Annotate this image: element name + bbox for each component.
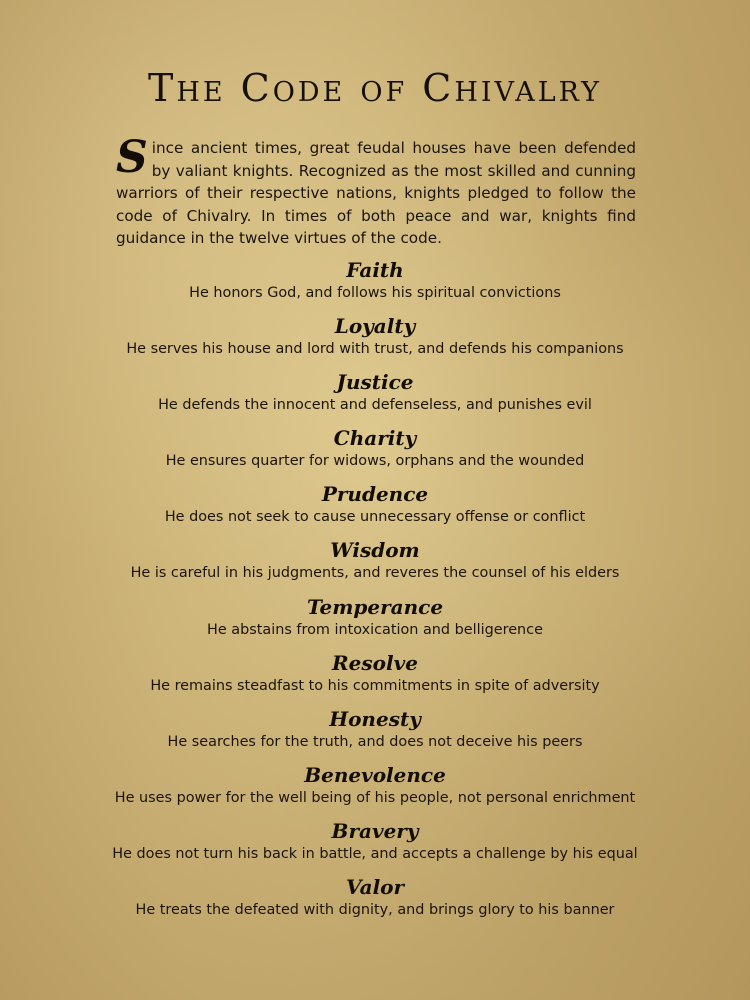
virtue-item-honesty xyxy=(0,705,750,761)
virtue-item-wisdom xyxy=(0,536,750,592)
virtue-name: Temperance xyxy=(306,594,444,619)
virtue-name: Honesty xyxy=(329,706,421,731)
virtue-description: He is careful in his judgments, and reveres the counsel of his elders xyxy=(130,565,620,582)
virtue-description: He searches for the truth, and does not deceive his peers xyxy=(167,733,583,750)
virtue-item-bravery xyxy=(0,817,750,873)
virtue-item-temperance xyxy=(0,593,750,649)
page-title: The Code of Chivalry xyxy=(148,66,602,110)
virtue-description: He abstains from intoxication and belligerence xyxy=(207,621,543,638)
virtue-item-valor xyxy=(0,873,750,929)
virtue-item-justice xyxy=(0,368,750,424)
virtue-description: He does not turn his back in battle, and accepts a challenge by his equal xyxy=(112,845,638,862)
virtue-name: Loyalty xyxy=(334,314,416,339)
virtue-description: He treats the defeated with dignity, and brings glory to his banner xyxy=(135,902,615,919)
virtue-item-resolve xyxy=(0,649,750,705)
virtue-name: Bravery xyxy=(331,818,419,843)
virtue-name: Justice xyxy=(336,370,414,395)
virtue-description: He honors God, and follows his spiritual convictions xyxy=(189,285,561,301)
virtue-description: He remains steadfast to his commitments in spite of adversity xyxy=(150,677,600,694)
virtues-list xyxy=(0,256,750,929)
virtue-item-prudence xyxy=(0,480,750,536)
virtue-item-charity xyxy=(0,424,750,480)
virtue-description: He uses power for the well being of his people, not personal enrichment xyxy=(114,789,636,806)
virtue-description: He defends the innocent and defenseless, and punishes evil xyxy=(158,397,592,414)
virtue-name: Prudence xyxy=(321,482,429,507)
intro-text: ince ancient times, great feudal houses have been defended by valiant knights. Recognized as the most skilled and cunning warriors of their respective nations, knights pledged to follow the code of Chivalry. In times of both peace and war, knights find guidance in the twelve virtues of the code. xyxy=(116,139,636,247)
virtue-item-loyalty xyxy=(0,312,750,368)
virtue-name: Resolve xyxy=(332,650,418,675)
intro-paragraph xyxy=(116,132,636,250)
virtue-item-faith xyxy=(0,256,750,312)
virtue-description: He does not seek to cause unnecessary offense or conflict xyxy=(164,509,586,526)
drop-cap-letter: S xyxy=(116,132,148,183)
virtue-name: Faith xyxy=(346,258,404,282)
virtue-description: He ensures quarter for widows, orphans and the wounded xyxy=(165,453,585,470)
virtue-name: Valor xyxy=(345,875,405,900)
virtue-name: Benevolence xyxy=(304,762,446,787)
virtue-name: Wisdom xyxy=(330,538,420,563)
virtue-name: Charity xyxy=(333,426,417,451)
virtue-item-benevolence xyxy=(0,761,750,817)
virtue-description: He serves his house and lord with trust, and defends his companions xyxy=(126,341,624,358)
